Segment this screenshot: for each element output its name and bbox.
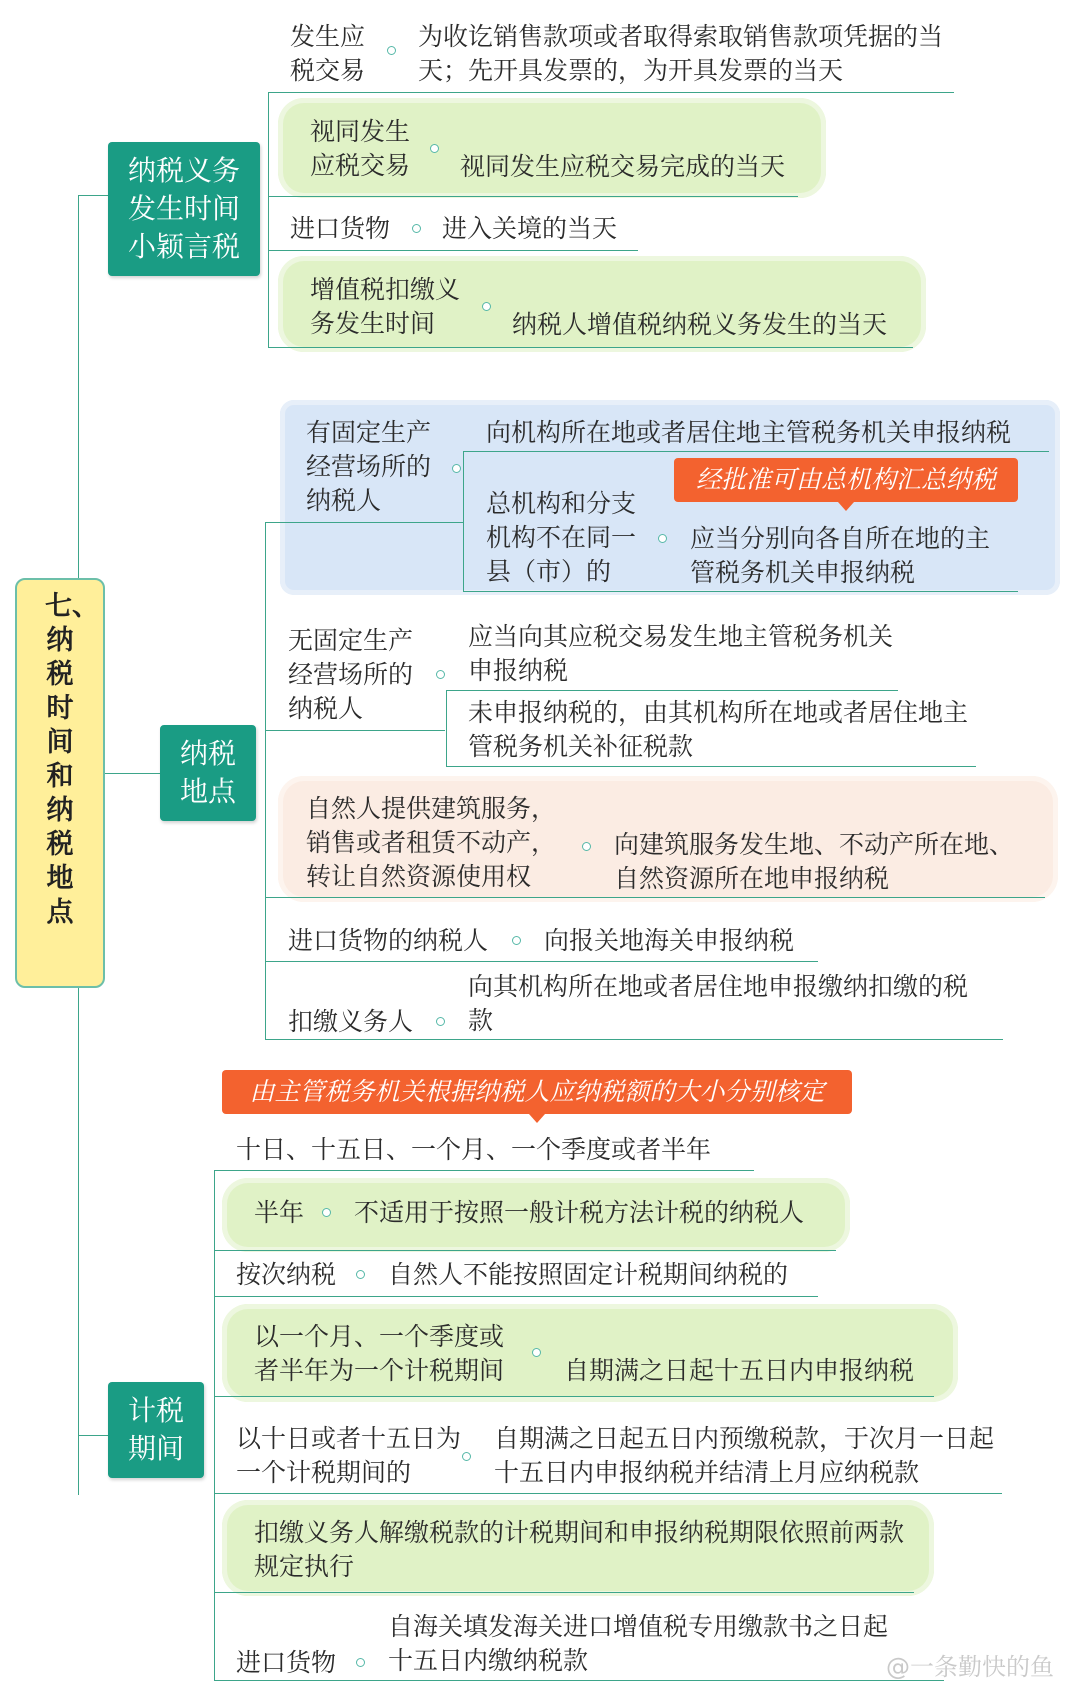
spine-to-period [78,1435,108,1436]
place-nonfixed-value-1: 应当向其应税交易发生地主管税务机关申报纳税 [468,622,894,685]
time-item-1-value: 为收讫销售款项或者取得索取销售款项凭据的当天；先开具发票的，为开具发票的当天 [418,22,944,85]
place-import-key: 进口货物的纳税人 [288,926,489,955]
place-withholding-underline [265,1039,1003,1040]
place-nonfixed-value-2: 未申报纳税的，由其机构所在地或者居住地主管税务机关补征税款 [468,698,969,761]
place-fixed-sub-underline [463,591,1018,592]
time-item-2-key: 视同发生应税交易 [310,117,411,180]
place-fixed-sub-key: 总机构和分支机构不在同一县（市）的 [486,489,637,586]
connector-dot [412,224,421,233]
spine-to-time [78,195,108,196]
period-options-underline [214,1170,754,1171]
place-natural-underline [265,897,1045,898]
connector-dot [658,534,667,543]
time-item-2-underline [268,196,798,197]
connector-dot [436,670,445,679]
connector-dot [387,46,396,55]
root-node [15,578,105,988]
period-item-6-underline [214,1680,944,1681]
branch-tax-obligation-time[interactable] [108,142,260,276]
time-item-4-value: 纳税人增值税纳税义务发生的当天 [512,310,888,339]
place-fixed-underline [265,522,463,523]
period-item-1-value: 不适用于按照一般计税方法计税的纳税人 [354,1198,805,1227]
connector-dot [482,302,491,311]
time-item-2-value: 视同发生应税交易完成的当天 [460,152,786,181]
place-withholding-key: 扣缴义务人 [288,1007,414,1036]
time-item-1-key: 发生应税交易 [290,22,366,85]
connector-dot [436,1017,445,1026]
period-item-5-text: 扣缴义务人解缴税款的计税期间和申报纳税期限依照前两款规定执行 [254,1518,905,1581]
period-item-2-key: 按次纳税 [236,1260,337,1289]
place-import-underline [265,961,818,962]
place-fixed-main-underline [463,451,1049,452]
period-item-1-key: 半年 [254,1198,305,1227]
branch-place-label: 纳税地点 [179,737,236,808]
period-item-3-underline [214,1396,934,1397]
time-children-line [268,92,269,347]
branch-time-label: 纳税义务发生时间小颖言税 [127,154,240,263]
period-item-4-value: 自期满之日起五日内预缴税款，于次月一日起十五日内申报纳税并结清上月应纳税款 [494,1424,995,1487]
watermark: @一条勤快的鱼 [886,1653,1054,1681]
connector-dot [430,144,439,153]
period-item-1-underline [214,1250,836,1251]
time-item-1-underline [268,92,954,93]
place-nonfixed-underline [265,730,445,731]
place-nonfixed-v2-underline [446,766,976,767]
place-nonfixed-v1-underline [446,690,898,691]
period-item-3-key: 以一个月、一个季度或者半年为一个计税期间 [254,1322,505,1385]
time-item-4-key: 增值税扣缴义务发生时间 [310,275,461,338]
connector-dot [356,1270,365,1279]
period-item-3-value: 自期满之日起十五日内申报纳税 [564,1356,915,1385]
root-title: 七、纳税时间和纳税地点 [45,591,99,928]
place-import-value: 向报关地海关申报纳税 [544,926,795,955]
period-item-5-underline [214,1592,914,1593]
callout-consolidated-filing: 经批准可由总机构汇总纳税 [674,458,1018,502]
period-item-4-key: 以十日或者十五日为一个计税期间的 [236,1424,462,1487]
callout-period-determination: 由主管税务机关根据纳税人应纳税额的大小分别核定 [222,1070,852,1114]
branch-tax-place[interactable] [160,725,256,821]
period-item-6-value: 自海关填发海关进口增值税专用缴款书之日起十五日内缴纳税款 [388,1612,889,1675]
branch-tax-period[interactable] [108,1382,204,1478]
place-natural-value: 向建筑服务发生地、不动产所在地、自然资源所在地申报纳税 [614,830,1015,893]
place-fixed-sub-value: 应当分别向各自所在地的主管税务机关申报纳税 [690,524,991,587]
place-fixed-main: 向机构所在地或者居住地主管税务机关申报纳税 [486,418,1012,447]
place-fixed-sub-line [463,451,464,591]
connector-dot [452,464,461,473]
period-item-4-underline [214,1493,1002,1494]
period-options: 十日、十五日、一个月、一个季度或者半年 [236,1135,712,1164]
connector-dot [462,1452,471,1461]
connector-dot [532,1348,541,1357]
place-withholding-value: 向其机构所在地或者居住地申报缴纳扣缴的税款 [468,972,969,1035]
connector-dot [322,1208,331,1217]
time-item-3-key: 进口货物 [290,214,391,243]
place-nonfixed-sub-line [446,690,447,766]
connector-dot [356,1658,365,1667]
time-item-4-underline [268,347,913,348]
branch-period-label: 计税期间 [127,1394,184,1465]
period-item-2-value: 自然人不能按照固定计税期间纳税的 [388,1260,789,1289]
place-nonfixed-key: 无固定生产经营场所的纳税人 [288,626,414,723]
time-item-3-value: 进入关境的当天 [442,214,618,243]
period-item-2-underline [214,1296,818,1297]
connector-dot [512,936,521,945]
period-item-6-key: 进口货物 [236,1648,337,1677]
place-fixed-key: 有固定生产经营场所的纳税人 [306,418,432,515]
connector-dot [582,842,591,851]
place-natural-key: 自然人提供建筑服务，销售或者租赁不动产，转让自然资源使用权 [306,794,557,891]
time-item-3-underline [268,250,638,251]
period-children-line [214,1170,215,1680]
